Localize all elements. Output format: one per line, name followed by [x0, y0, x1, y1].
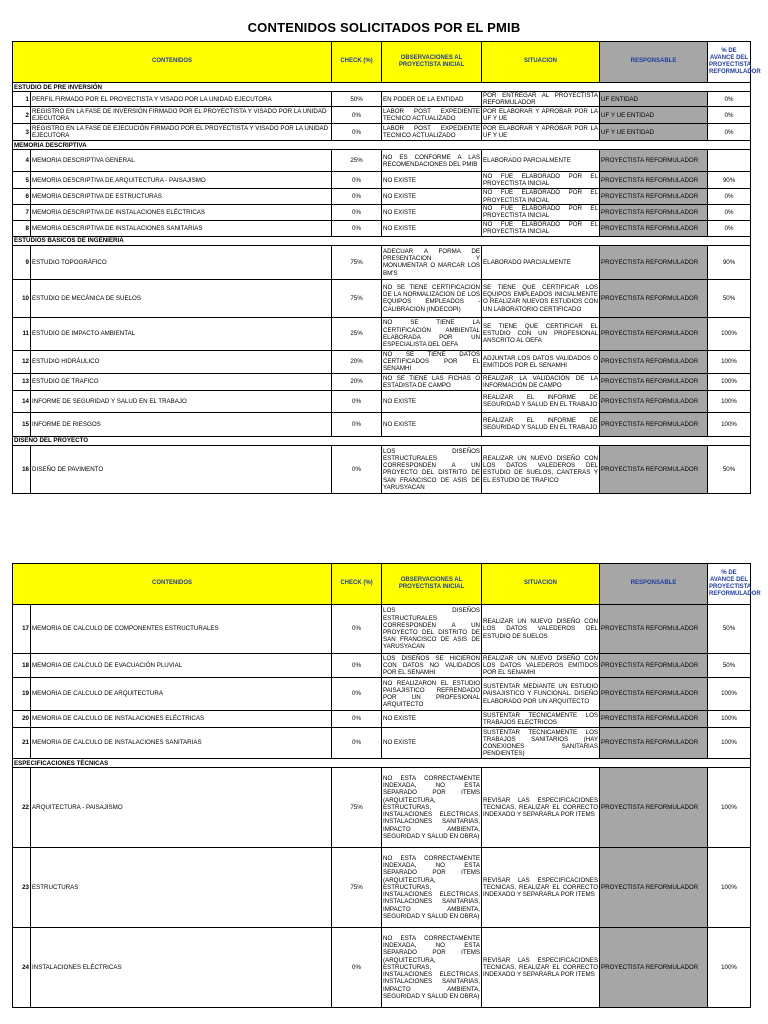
item-contenido: MEMORIA DE CALCULO DE ARQUITECTURA	[31, 678, 332, 711]
item-avance: 50%	[708, 605, 751, 654]
item-situacion: REVISAR LAS ESPECIFICACIONES TECNICAS, REALIZAR EL CORRECTO INDEXADO Y SEPARARLA POR ITEMS	[482, 768, 600, 848]
item-situacion: REALIZAR UN NUEVO DISEÑO CON LOS DATOS VALEDEROS DEL ESTUDIO DE SUELOS, CANTERAS Y EL ESTUDIO DE TRAFICO	[482, 445, 600, 493]
item-contenido: ESTUDIO DE TRAFICO	[31, 373, 332, 390]
item-check: 0%	[332, 605, 382, 654]
header-responsable: RESPONSABLE	[600, 564, 708, 605]
item-responsable: PROYECTISTA REFORMULADOR	[600, 172, 708, 189]
table-row	[13, 373, 751, 390]
header-avance: % DE AVANCE DEL PROYECTISTA REFORMULADOR	[708, 42, 751, 83]
item-contenido: PERFIL FIRMADO POR EL PROYECTISTA Y VISADO POR LA UNIDAD EJECUTORA	[31, 92, 332, 107]
item-avance: 100%	[708, 412, 751, 436]
item-observaciones: NO ESTA CORRECTAMENTE INDEXADA, NO ESTA SEPARADO POR ITEMS (ARQUITECTURA, ESTRUCTURAS, INSTALACIONES ELECTRICAS, INSTALACIONES SANITARIAS, IMPACTO AMBIENTA, SEGURIDAD Y SALUD EN OBRA)	[382, 928, 482, 1008]
item-avance: 50%	[708, 654, 751, 678]
header-situacion: SITUACION	[482, 564, 600, 605]
item-observaciones: NO EXISTE	[382, 390, 482, 412]
item-situacion: NO FUE ELABORADO POR EL PROYECTISTA INICIAL	[483, 221, 599, 236]
item-contenido: ESTUDIO TOPOGRÁFICO	[31, 245, 332, 279]
header-contenidos: CONTENIDOS	[13, 42, 332, 83]
item-number: 17	[13, 605, 31, 654]
item-number: 7	[13, 204, 31, 220]
item-responsable: PROYECTISTA REFORMULADOR	[600, 245, 708, 279]
item-contenido: MEMORIA DE CALCULO DE COMPONENTES ESTRUCTURALES	[31, 605, 332, 654]
section-row	[13, 759, 751, 768]
item-responsable: PROYECTISTA REFORMULADOR	[600, 317, 708, 350]
table-row	[13, 317, 751, 350]
item-avance: 100%	[708, 350, 751, 373]
item-contenido: MEMORIA DE CALCULO DE EVACUACIÓN PLUVIAL	[31, 654, 332, 678]
item-responsable: PROYECTISTA REFORMULADOR	[600, 189, 708, 204]
item-situacion: REALIZAR UN NUEVO DISEÑO CON LOS DATOS VALEDEROS EMITIDOS POR EL SENAMHI	[483, 654, 599, 677]
item-number: 3	[13, 124, 31, 141]
item-number: 5	[13, 172, 31, 189]
item-check: 75%	[332, 245, 382, 279]
item-check: 25%	[332, 317, 382, 350]
item-check: 75%	[332, 848, 382, 928]
item-check: 20%	[332, 350, 382, 373]
item-responsable: PROYECTISTA REFORMULADOR	[600, 678, 708, 711]
item-number: 13	[13, 373, 31, 390]
item-avance: 100%	[708, 928, 751, 1008]
item-situacion: REALIZAR UN NUEVO DISEÑO CON LOS DATOS VALEDEROS DEL ESTUDIO DE SUELOS	[482, 605, 600, 654]
item-number: 21	[13, 728, 31, 759]
table-row	[13, 728, 751, 759]
item-avance: 0%	[708, 107, 751, 124]
item-observaciones: EN PODER DE LA ENTIDAD	[382, 92, 482, 107]
item-check: 0%	[332, 445, 382, 493]
item-responsable: PROYECTISTA REFORMULADOR	[600, 605, 708, 654]
item-responsable: PROYECTISTA REFORMULADOR	[600, 204, 708, 220]
item-situacion: REALIZAR EL INFORME DE SEGURIDAD Y SALUD EN EL TRABAJO	[482, 390, 600, 412]
section-label: DISEÑO DEL PROYECTO	[13, 436, 751, 445]
item-check: 75%	[332, 768, 382, 848]
table-row	[13, 107, 751, 124]
item-check: 0%	[332, 678, 382, 711]
item-responsable: PROYECTISTA REFORMULADOR	[600, 412, 708, 436]
item-number: 19	[13, 678, 31, 711]
item-responsable: PROYECTISTA REFORMULADOR	[600, 350, 708, 373]
item-avance: 100%	[708, 711, 751, 728]
item-contenido: MEMORIA DE CALCULO DE INSTALACIONES ELÉCTRICAS	[31, 711, 332, 728]
table-row	[13, 279, 751, 317]
section-row	[13, 236, 751, 245]
item-situacion: ADJUNTAR LOS DATOS VALIDADOS O EMITIDOS POR EL SENAMHI	[482, 350, 600, 373]
item-situacion: REALIZAR EL INFORME DE SEGURIDAD Y SALUD EN EL TRABAJO	[482, 412, 600, 436]
item-observaciones: NO SE TIENE LAS FICHAS O ESTADISTA DE CAMPO	[383, 374, 481, 389]
section-row	[13, 436, 751, 445]
table-row	[13, 390, 751, 412]
table-row	[13, 678, 751, 711]
item-observaciones: LABOR POST EXPEDIENTE TECNICO ACTUALIZADO	[383, 108, 481, 123]
item-number: 14	[13, 390, 31, 412]
table-row	[13, 204, 751, 220]
item-avance: 100%	[708, 373, 751, 390]
item-check: 0%	[332, 204, 382, 220]
table-row	[13, 92, 751, 107]
item-check: 50%	[332, 92, 382, 107]
item-contenido: REGISTRO EN LA FASE DE EJECUCIÓN FIRMADO POR EL PROYECTISTA Y VISADO POR LA UNIDAD EJECUTORA	[31, 124, 332, 141]
item-contenido: MEMORIA DESCRIPTIVA GENERAL	[31, 150, 332, 172]
item-contenido: MEMORIA DESCRIPTIVA DE ESTRUCTURAS	[31, 189, 332, 204]
item-number: 4	[13, 150, 31, 172]
item-observaciones: NO ESTA CORRECTAMENTE INDEXADA, NO ESTA SEPARADO POR ITEMS (ARQUITECTURA, ESTRUCTURAS, INSTALACIONES ELECTRICAS, INSTALACIONES SANITARIAS, IMPACTO AMBIENTA, SEGURIDAD Y SALUD EN OBRA)	[382, 768, 482, 848]
item-check: 0%	[332, 728, 382, 759]
item-responsable: UF Y UE ENTIDAD	[600, 124, 708, 141]
table-row	[13, 350, 751, 373]
item-observaciones: NO ES CONFORME A LAS RECOMENDACIONES DEL PMIB	[382, 150, 482, 172]
table-header-row	[13, 564, 751, 605]
item-responsable: PROYECTISTA REFORMULADOR	[600, 279, 708, 317]
item-number: 18	[13, 654, 31, 678]
item-check: 20%	[332, 373, 382, 390]
item-number: 6	[13, 189, 31, 204]
header-responsable: RESPONSABLE	[600, 42, 708, 83]
item-responsable: PROYECTISTA REFORMULADOR	[600, 848, 708, 928]
item-contenido: INFORME DE RIESGOS	[31, 412, 332, 436]
item-contenido: MEMORIA DESCRIPTIVA DE INSTALACIONES SANITARIAS	[31, 220, 332, 236]
item-situacion: POR ELABORAR Y APROBAR POR LA UF Y UE	[483, 108, 599, 123]
item-check: 0%	[332, 654, 382, 678]
item-responsable: PROYECTISTA REFORMULADOR	[600, 390, 708, 412]
item-observaciones: LOS DISEÑOS ESTRUCTURALES CORRESPONDEN A UN PROYECTO DEL DISTRITO DE SAN FRANCISCO DE ASIS DE YARUSYACAN	[382, 605, 482, 654]
table-row	[13, 445, 751, 493]
item-responsable: PROYECTISTA REFORMULADOR	[600, 150, 708, 172]
item-situacion: ELABORADO PARCIALMENTE	[482, 245, 600, 279]
table-row	[13, 220, 751, 236]
table-row	[13, 711, 751, 728]
item-situacion: POR ELABORAR Y APROBAR POR LA UF Y UE	[483, 125, 599, 140]
item-observaciones: NO REALIZARON EL ESTUDIO PAISAJISTICO REFRENDADO POR UN PROFESIONAL ARQUITECTO	[382, 678, 482, 711]
item-number: 9	[13, 245, 31, 279]
item-observaciones: ADECUAR A FORMA DE PRESENTACION Y MONUMENTAR O MARCAR LOS BM'S	[382, 245, 482, 279]
item-number: 23	[13, 848, 31, 928]
item-observaciones: NO SE TIENE LA CERTIFICACION AMBIENTAL ELABORADA POR UN ESPECIALISTA DEL OEFA	[382, 317, 482, 350]
item-avance	[708, 150, 751, 172]
item-contenido: MEMORIA DESCRIPTIVA DE ARQUITECTURA - PAISAJISMO	[31, 172, 332, 189]
item-observaciones: NO EXISTE	[382, 728, 482, 759]
item-avance: 0%	[708, 189, 751, 204]
item-avance: 0%	[708, 204, 751, 220]
item-observaciones: NO EXISTE	[382, 204, 482, 220]
item-contenido: ESTRUCTURAS	[31, 848, 332, 928]
item-number: 1	[13, 92, 31, 107]
item-situacion: NO FUE ELABORADO POR EL PROYECTISTA INICIAL	[483, 205, 599, 220]
item-situacion: NO FUE ELABORADO POR EL PROYECTISTA INICIAL	[483, 189, 599, 204]
item-observaciones: NO EXISTE	[382, 711, 482, 728]
item-responsable: PROYECTISTA REFORMULADOR	[600, 445, 708, 493]
item-contenido: INSTALACIONES ELÉCTRICAS	[31, 928, 332, 1008]
section-label: MEMORIA DESCRIPTIVA	[13, 141, 751, 150]
item-check: 0%	[332, 172, 382, 189]
table-row	[13, 848, 751, 928]
header-observaciones: OBSERVACIONES AL PROYECTISTA INICIAL	[382, 42, 482, 83]
contents-table-2	[12, 563, 761, 1008]
item-check: 0%	[332, 711, 382, 728]
table-row	[13, 768, 751, 848]
header-observaciones: OBSERVACIONES AL PROYECTISTA INICIAL	[382, 564, 482, 605]
item-situacion: NO FUE ELABORADO POR EL PROYECTISTA INICIAL	[483, 173, 599, 188]
item-responsable: PROYECTISTA REFORMULADOR	[600, 654, 708, 678]
table-header-row	[13, 42, 751, 83]
table-row	[13, 605, 751, 654]
item-avance: 50%	[708, 279, 751, 317]
item-contenido: REGISTRO EN LA FASE DE INVERSIÓN FIRMADO POR EL PROYECTISTA Y VISADO POR LA UNIDAD EJECUTORA	[31, 107, 332, 124]
item-avance: 100%	[708, 848, 751, 928]
item-responsable: UF Y UE ENTIDAD	[600, 107, 708, 124]
item-responsable: PROYECTISTA REFORMULADOR	[600, 928, 708, 1008]
item-responsable: PROYECTISTA REFORMULADOR	[600, 373, 708, 390]
item-contenido: ESTUDIO DE MECÁNICA DE SUELOS	[31, 279, 332, 317]
item-number: 16	[13, 445, 31, 493]
item-observaciones: LOS DISEÑOS SE HICIERON CON DATOS NO VALIDADOS POR EL SENAMHI	[383, 654, 481, 677]
section-label: ESTUDIO DE PRE INVERSIÓN	[13, 83, 751, 92]
item-avance: 0%	[708, 124, 751, 141]
header-avance: % DE AVANCE DEL PROYECTISTA REFORMULADOR	[708, 564, 751, 605]
item-observaciones: NO EXISTE	[382, 172, 482, 189]
item-situacion: REVISAR LAS ESPECIFICACIONES TECNICAS, REALIZAR EL CORRECTO INDEXADO Y SEPARARLA POR ITEMS	[482, 848, 600, 928]
item-check: 0%	[332, 189, 382, 204]
section-row	[13, 83, 751, 92]
item-number: 12	[13, 350, 31, 373]
item-situacion: REALIZAR LA VALIDACION DE LA INFORMACIÓN DE CAMPO	[483, 374, 599, 389]
item-situacion: POR ENTREGAR AL PROYECTISTA REFORMULADOR	[483, 92, 599, 107]
table-row	[13, 245, 751, 279]
item-avance: 100%	[708, 728, 751, 759]
item-avance: 0%	[708, 220, 751, 236]
item-avance: 0%	[708, 92, 751, 107]
section-label: ESPECIFICACIONES TÉCNICAS	[13, 759, 751, 768]
item-contenido: DISEÑO DE PAVIMENTO	[31, 445, 332, 493]
item-avance: 50%	[708, 445, 751, 493]
table-row	[13, 412, 751, 436]
item-avance: 100%	[708, 678, 751, 711]
item-situacion: SE TIENE QUE CERTIFICAR EL ESTUDIO CON UN PROFESIONAL ANSCRITO AL OEFA	[482, 317, 600, 350]
item-check: 0%	[332, 220, 382, 236]
item-number: 20	[13, 711, 31, 728]
section-label: ESTUDIOS BASICOS DE INGENIERIA	[13, 236, 751, 245]
item-responsable: PROYECTISTA REFORMULADOR	[600, 728, 708, 759]
item-check: 0%	[332, 107, 382, 124]
item-number: 11	[13, 317, 31, 350]
table-row	[13, 150, 751, 172]
table-row	[13, 654, 751, 678]
table-row	[13, 124, 751, 141]
item-number: 8	[13, 220, 31, 236]
item-situacion: SUSTENTAR TECNICAMENTE LOS TRABAJOS SANITARIOS (HAY CONEXIONES SANITARIAS PENDIENTES)	[483, 728, 599, 758]
item-observaciones: NO SE TIENE CERTIFICACION DE LA NORMALIZACION DE LOS EQUIPOS EMPLEADOS - CALIBRACION (INDECOPI)	[382, 279, 482, 317]
item-number: 22	[13, 768, 31, 848]
item-contenido: MEMORIA DESCRIPTIVA DE INSTALACIONES ELÉCTRICAS	[31, 204, 332, 220]
item-situacion: ELABORADO PARCIALMENTE	[482, 150, 600, 172]
header-situacion: SITUACION	[482, 42, 600, 83]
item-number: 2	[13, 107, 31, 124]
item-responsable: PROYECTISTA REFORMULADOR	[600, 768, 708, 848]
item-observaciones: NO ESTA CORRECTAMENTE INDEXADA, NO ESTA SEPARADO POR ITEMS (ARQUITECTURA, ESTRUCTURAS, INSTALACIONES ELECTRICAS, INSTALACIONES SANITARIAS, IMPACTO AMBIENTA, SEGURIDAD Y SALUD EN OBRA)	[382, 848, 482, 928]
table-body	[13, 83, 751, 494]
header-contenidos: CONTENIDOS	[13, 564, 332, 605]
item-number: 10	[13, 279, 31, 317]
item-contenido: MEMORIA DE CALCULO DE INSTALACIONES SANITARIAS	[31, 728, 332, 759]
item-contenido: ARQUITECTURA - PAISAJISMO	[31, 768, 332, 848]
item-situacion: REVISAR LAS ESPECIFICACIONES TECNICAS, REALIZAR EL CORRECTO INDEXADO Y SEPARARLA POR ITEMS	[482, 928, 600, 1008]
item-responsable: PROYECTISTA REFORMULADOR	[600, 220, 708, 236]
item-observaciones: NO EXISTE	[382, 220, 482, 236]
item-avance: 90%	[708, 245, 751, 279]
table-row	[13, 928, 751, 1008]
header-check: CHECK (%)	[332, 564, 382, 605]
item-contenido: ESTUDIO DE IMPACTO AMBIENTAL	[31, 317, 332, 350]
item-avance: 90%	[708, 172, 751, 189]
item-situacion: SUSTENTAR MEDIANTE UN ESTUDIO PAISAJISTICO Y FUNCIONAL. DISEÑO ELABORADO POR UN ARQUITECTO	[482, 678, 600, 711]
item-contenido: INFORME DE SEGURIDAD Y SALUD EN EL TRABAJO	[31, 390, 332, 412]
item-number: 15	[13, 412, 31, 436]
item-observaciones: NO EXISTE	[382, 412, 482, 436]
table-row	[13, 172, 751, 189]
header-check: CHECK (%)	[332, 42, 382, 83]
item-avance: 100%	[708, 768, 751, 848]
item-check: 0%	[332, 124, 382, 141]
item-avance: 100%	[708, 390, 751, 412]
item-number: 24	[13, 928, 31, 1008]
item-responsable: UF ENTIDAD	[600, 92, 708, 107]
item-avance: 100%	[708, 317, 751, 350]
item-observaciones: NO EXISTE	[382, 189, 482, 204]
page-title: CONTENIDOS SOLICITADOS POR EL PMIB	[247, 20, 521, 35]
item-check: 25%	[332, 150, 382, 172]
item-situacion: SE TIENE QUE CERTIFICAR LOS EQUIPOS EMPLEADOS INICIALMENTE O REALIZAR NUEVOS ESTUDIOS CON UN LABORATORIO CERTIFICADO	[482, 279, 600, 317]
item-check: 0%	[332, 412, 382, 436]
section-row	[13, 141, 751, 150]
item-observaciones: LOS DISEÑOS ESTRUCTURALES CORRESPONDEN A UN PROYECTO DEL DISTRITO DE SAN FRANCISCO DE ASIS DE YARUSYACAN	[382, 445, 482, 493]
item-check: 75%	[332, 279, 382, 317]
item-situacion: SUSTENTAR TECNICAMENTE LOS TRABAJOS ELECTRICOS	[483, 711, 599, 726]
item-observaciones: NO SE TIENE DATOS CERTIFICADOS POR EL SENAMHI	[383, 351, 481, 373]
item-check: 0%	[332, 928, 382, 1008]
table-body	[13, 605, 751, 1008]
table-row	[13, 189, 751, 204]
contents-table-1	[12, 41, 761, 494]
item-check: 0%	[332, 390, 382, 412]
item-contenido: ESTUDIO HIDRÁULICO	[31, 350, 332, 373]
item-observaciones: LABOR POST EXPEDIENTE TECNICO ACTUALIZADO	[383, 125, 481, 140]
item-responsable: PROYECTISTA REFORMULADOR	[600, 711, 708, 728]
